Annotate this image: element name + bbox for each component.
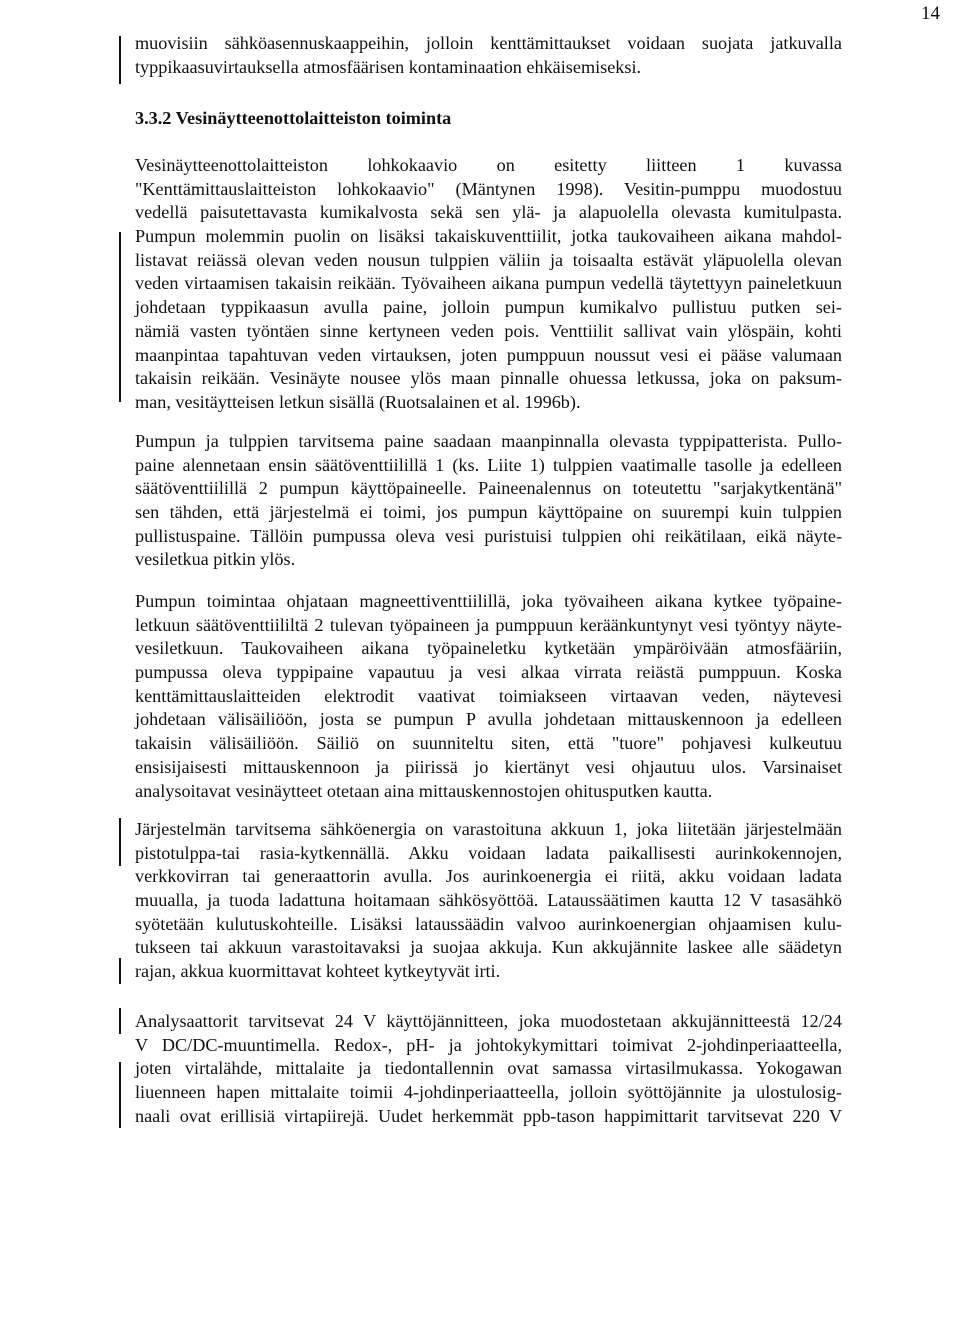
text-line: Järjestelmän tarvitsema sähköenergia on varastoituna akkuun 1, joka liitetään järjestelmään [135, 819, 842, 839]
text-line: nämiä vasten työntäen sinne kertyneen veden pois. Venttiilit sallivat vain ylöspäin, kohti [135, 320, 842, 341]
revision-bar [119, 818, 121, 866]
text-line: liuenneen hapen mittalaite toimii 4-johdinperiaatteella, jolloin syöttöjännite ja ulostulosig- [135, 1082, 842, 1103]
text-line: listavat reiässä olevan veden nousun tulppien väliin ja toisaalta estävät yläpuolella olevan [135, 249, 842, 270]
revision-bar [119, 1062, 121, 1128]
paragraph-pump [135, 154, 842, 415]
text-line: sen tähden, että järjestelmä ei toimi, jos pumpun käyttöpaine on suurempi kuin tulppien [135, 502, 842, 523]
text-line: vesiletkuun. Taukovaiheen aikana työpaineletku kytketään ympäröivään atmosfääriin, [135, 638, 842, 659]
text-line: V DC/DC-muuntimella. Redox-, pH- ja johtokykymittari toimivat 2-johdinperiaatteella, [135, 1034, 842, 1055]
paragraph-valve [135, 590, 842, 803]
text-line: maanpintaa tapahtuvan veden virtauksen, joten pumppuun noussut vesi ei pääse valumaan [135, 344, 842, 365]
text-line: "Kenttämittauslaitteiston lohkokaavio" (Mäntynen 1998). Vesitin-pumppu muodostuu [135, 178, 842, 199]
section-title: 3.3.2 Vesinäytteenottolaitteiston toiminta [135, 108, 452, 128]
text-line: pumpussa oleva typpipaine vapautuu ja vesi alkaa virrata reiästä pumppuun. Koska [135, 662, 842, 683]
text-line: vedellä paisutettavasta kumikalvosta sekä sen ylä- ja alapuolella olevasta kumitulpasta. [135, 202, 842, 223]
text-line: man, vesitäytteisen letkun sisällä (Ruotsalainen et al. 1996b). [135, 391, 581, 412]
text-line: Pumpun ja tulppien tarvitsema paine saadaan maanpinnalla olevasta typpipatterista. Pullo- [135, 431, 842, 451]
text-line: muualla, ja tuoda ladattuna hoitamaan sähkösyöttöä. Lataussäätimen kautta 12 V tasasähkö [135, 890, 842, 911]
text-line: pistotulppa-tai rasia-kytkennällä. Akku voidaan ladata paikallisesti aurinkokennojen, [135, 842, 842, 863]
text-line: Pumpun toimintaa ohjataan magneettiventtiilillä, joka työvaiheen aikana kytkee työpaine- [135, 591, 842, 611]
text-line: letkuun säätöventtiililtä 2 tulevan työpaineen ja pumppuun keräänkuntynyt vesi työntyy näyte- [135, 614, 842, 635]
text-line: tukseen tai akkuun varastoitavaksi ja suojaa akkuja. Kun akkujännite laskee alle säädetyn [135, 937, 842, 958]
text-line: Analysaattorit tarvitsevat 24 V käyttöjännitteen, joka muodostetaan akkujännitteestä 12/24 [135, 1011, 842, 1031]
text-line: syötetään kulutuskohteille. Lisäksi lataussäädin valvoo aurinkoenergian ohjaamisen kulu- [135, 913, 842, 934]
text-line: Pumpun molemmin puolin on lisäksi takaiskuventtiilit, jotka taukovaiheen aikana mahdol- [135, 226, 842, 247]
paragraph-analysers [135, 1010, 842, 1128]
revision-bar [119, 232, 121, 402]
text-line: ensisijaisesti mittauskennoon ja piirissä jo kiertänyt vesi ohjautuu ulos. Varsinaiset [135, 756, 842, 777]
revision-bar [119, 958, 121, 984]
text-line: johdetaan välisäiliöön, josta se pumpun P avulla johdetaan mittauskennoon ja edelleen [135, 709, 842, 730]
text-line: kenttämittauslaitteiden elektrodit vaativat toimiakseen virtaavan veden, näytevesi [135, 685, 842, 706]
page-number: 14 [921, 3, 940, 24]
section-heading [135, 106, 842, 130]
text-line: takaisin reikään. Vesinäyte nousee ylös maan pinnalle ohuessa letkussa, joka on paksum- [135, 368, 842, 389]
text-line: muovisiin sähköasennuskaappeihin, jolloin kenttämittaukset voidaan suojata jatkuvalla [135, 33, 842, 53]
paragraph-intro [135, 32, 842, 79]
text-line: analysoitavat vesinäytteet otetaan aina mittauskennostojen ohitusputken kautta. [135, 780, 713, 801]
text-line: veden virtaamisen takaisin reikään. Työvaiheen aikana pumpun vedellä täytettyyn paineletkuun johdetaan typpikaasun avulla paine, jolloin pumpun kumikalvo pullistuu putken sei- [135, 273, 842, 318]
paragraph-pressure [135, 430, 842, 572]
text-line: vesiletkua pitkin ylös. [135, 549, 296, 570]
revision-bar [119, 1008, 121, 1034]
text-line: typpikaasuvirtauksella atmosfäärisen kontaminaation ehkäisemiseksi. [135, 56, 642, 77]
text-line: paine alennetaan ensin säätöventtiilillä 1 (ks. Liite 1) tulppien vaatimalle tasolle ja edelleen [135, 454, 842, 475]
text-line: pullistuspaine. Tällöin pumpussa oleva vesi puristuisi tulppien ohi reikätilaan, eikä näyte- [135, 525, 842, 546]
text-line: joten virtalähde, mittalaite ja tiedontallennin ovat samassa virtasilmukassa. Yokogawan [135, 1058, 842, 1079]
text-line: säätöventtiilillä 2 pumpun käyttöpaineelle. Paineenalennus on toteutettu "sarjakytkentänä" [135, 478, 842, 499]
text-line: rajan, akkua kuormittavat kohteet kytkeytyvät irti. [135, 961, 501, 982]
paragraph-energy [135, 818, 842, 984]
text-line: takaisin välisäiliöön. Säiliö on suunniteltu siten, että "tuore" pohjavesi kulkeutuu [135, 733, 842, 754]
revision-bar [119, 36, 121, 84]
text-line: verkkovirran tai generaattorin avulla. Jos aurinkoenergia ei riitä, akku voidaan ladata [135, 866, 842, 887]
text-line: Vesinäytteenottolaitteiston lohkokaavio on esitetty liitteen 1 kuvassa [135, 155, 842, 175]
text-line: naali ovat erillisiä virtapiirejä. Uudet herkemmät ppb-tason happimittarit tarvitsevat 220 V [135, 1105, 842, 1126]
